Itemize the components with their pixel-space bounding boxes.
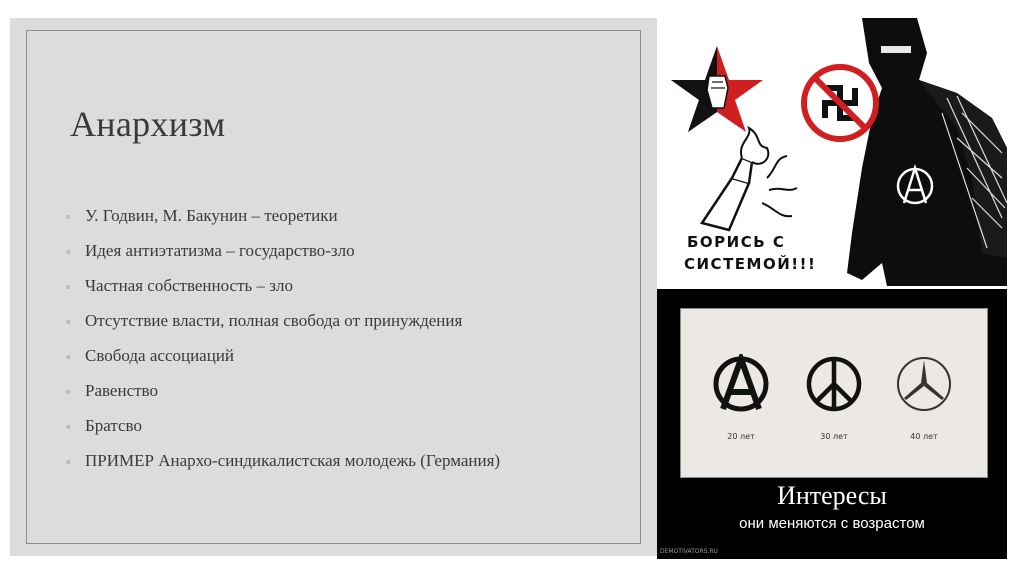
demotivator-title: Интересы [777, 481, 887, 510]
bullet-marker-icon: ◦ [66, 454, 71, 469]
bullet-text: Свобода ассоциаций [85, 346, 235, 365]
bullet-marker-icon: ◦ [66, 244, 71, 259]
bullet-item [66, 331, 500, 366]
bullet-marker-icon: ◦ [66, 349, 71, 364]
no-swastika-icon [804, 67, 876, 139]
bullet-marker-icon: ◦ [66, 209, 71, 224]
symbols-card [680, 308, 988, 478]
slogan-line-2: СИСТЕМОЙ!!! [684, 255, 817, 273]
age-label: 20 лет [727, 432, 755, 441]
masked-figure-icon [847, 18, 1007, 286]
anarchy-symbol-icon [711, 354, 771, 414]
bullet-text: Братсво [85, 416, 142, 435]
bullet-marker-icon: ◦ [66, 314, 71, 329]
age-label: 30 лет [820, 432, 848, 441]
bullet-text: Идея антиэтатизма – государство-зло [85, 241, 355, 260]
mercedes-symbol-icon [894, 354, 954, 414]
anarchy-poster [657, 18, 1007, 286]
demotivator-subtitle: они меняются с возрастом [739, 515, 925, 532]
watermark: DEMOTIVATORS.RU [660, 548, 718, 555]
slide-title: Анархизм [70, 104, 226, 144]
age-label: 40 лет [910, 432, 938, 441]
bullet-marker-icon: ◦ [66, 279, 71, 294]
bullet-list [66, 191, 500, 471]
bullet-text: Частная собственность – зло [85, 276, 293, 295]
bullet-item [66, 191, 500, 226]
star-fist-icon [671, 46, 763, 132]
bullet-text: Отсутствие власти, полная свобода от принуждения [85, 311, 463, 330]
peace-symbol-icon [804, 354, 864, 414]
bullet-text: У. Годвин, М. Бакунин – теоретики [85, 206, 338, 225]
bullet-item [66, 436, 500, 471]
bullet-item [66, 261, 500, 296]
molotov-icon [702, 128, 797, 230]
bullet-item [66, 366, 500, 401]
bullet-item [66, 226, 500, 261]
bullet-item [66, 296, 500, 331]
bullet-marker-icon: ◦ [66, 419, 71, 434]
bullet-text: ПРИМЕР Анархо-синдикалистская молодежь (Германия) [85, 451, 501, 470]
bullet-text: Равенство [85, 381, 158, 400]
bullet-marker-icon: ◦ [66, 384, 71, 399]
bullet-item [66, 401, 500, 436]
demotivator-poster [657, 289, 1007, 559]
slogan-line-1: БОРИСЬ С [687, 233, 786, 251]
